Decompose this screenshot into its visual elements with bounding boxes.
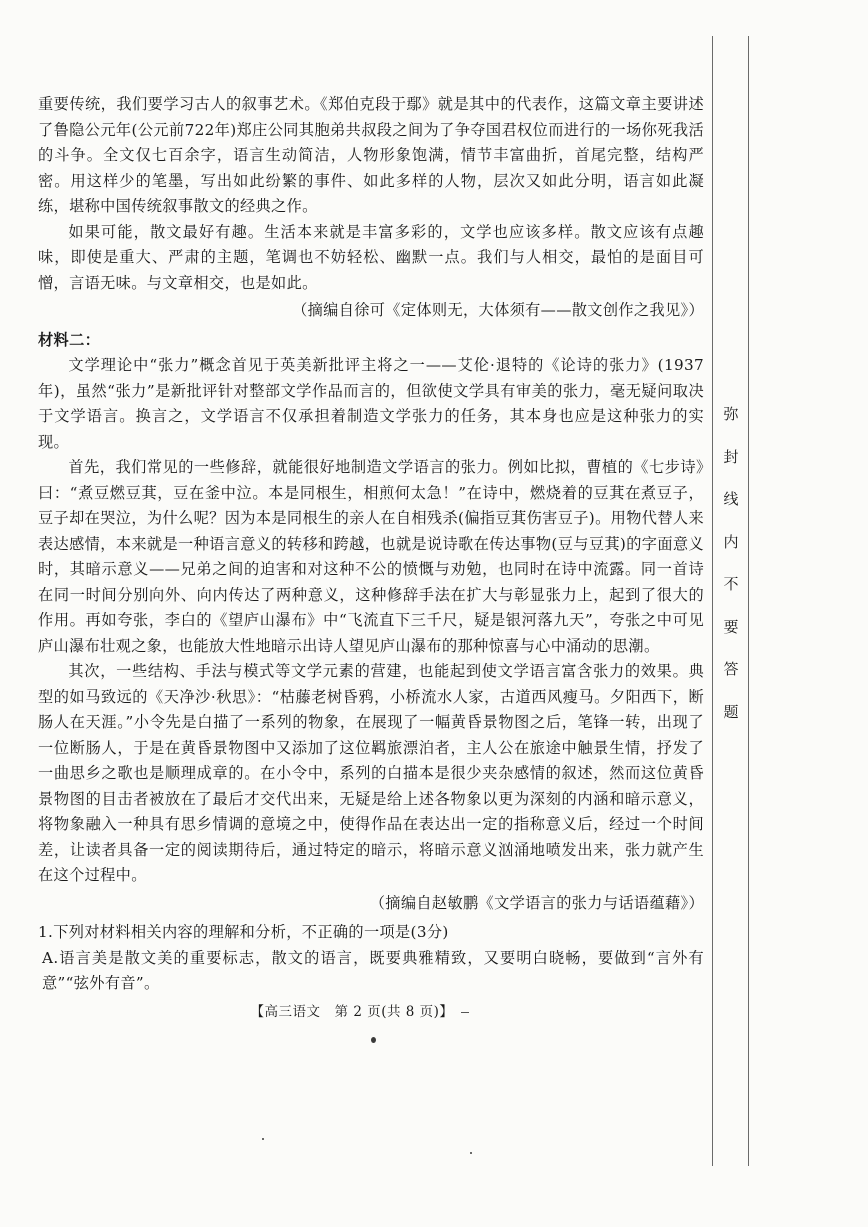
binding-warning [718, 404, 744, 744]
binding-char-6: 要 [723, 617, 739, 636]
footer-tail-mark [461, 1012, 469, 1013]
material2-paragraph-2: 首先，我们常见的一些修辞，就能很好地制造文学语言的张力。例如比拟，曹植的《七步诗》曰：“煮豆燃豆萁，豆在釜中泣。本是同根生，相煎何太急！”在诗中，燃烧着的豆萁在煮豆子，豆子却在哭泣，为什么呢？因为本是同根生的亲人在自相残杀(偏指豆萁伤害豆子)。用物代替人来表达感情，本来就是一种语言意义的转移和跨越，也就是说诗歌在传达事物(豆与豆萁)的字面意义时，其暗示意义——兄弟之间的迫害和对这种不公的愤慨与劝勉，也同时在诗中流露。同一首诗在同一时间分别向外、向内传达了两种意义，这种修辞手法在扩大与彰显张力上，起到了很大的作用。再如夸张，李白的《望庐山瀑布》中“飞流直下三千尺，疑是银河落九天”，夸张之中可见庐山瀑布壮观之象，也能放大性地暗示出诗人望见庐山瀑布的那种惊喜与心中涌动的思潮。 [38, 458, 705, 655]
material1-source: （摘编自徐可《定体则无，大体须有——散文创作之我见》） [292, 301, 704, 319]
material2-paragraph-3: 其次，一些结构、手法与模式等文学元素的营建，也能起到使文学语言富含张力的效果。典型的如马致远的《天净沙·秋思》：“枯藤老树昏鸦，小桥流水人家，古道西风瘦马。夕阳西下，断肠人在天涯。”小令先是白描了一系列的物象，在展现了一幅黄昏景物图之后，笔锋一转，出现了一位断肠人，于是在黄昏景物图中又添加了这位羁旅漂泊者，主人公在旅途中触景生情，抒发了一曲思乡之歌也是顺理成章的。在小令中，系列的白描本是很少夹杂感情的叙述，然而这位黄昏景物图的目击者被放在了最后才交代出来，无疑是给上述各物象以更为深刻的内涵和暗示意义，将物象融入一种具有思乡情调的意境之中，使得作品在表达出一定的指称意义后，经过一个时间差，让读者具备一定的阅读期待后，通过特定的暗示，将暗示意义汹涌地喷发出来，张力就产生在这个过程中。 [38, 662, 704, 884]
page-footer [0, 1000, 720, 1020]
question-1-option-a: A.语言美是散文美的重要标志，散文的语言，既要典雅精致，又要明白晓畅，要做到“言外有意”“弦外有音”。 [42, 948, 704, 992]
material2-paragraph-1: 文学理论中“张力”概念首见于英美新批评主将之一——艾伦·退特的《论诗的张力》(1937年)，虽然“张力”是新批评针对整部文学作品而言的，但欲使文学具有审美的张力，毫无疑问取决于文学语言。换言之，文学语言不仅承担着制造文学张力的任务，其本身也应是这种张力的实现。 [38, 356, 704, 451]
scan-speck [371, 1037, 376, 1043]
binding-margin [712, 36, 750, 1166]
question-1-stem: 1.下列对材料相关内容的理解和分析，不正确的一项是(3分) [38, 923, 449, 941]
binding-char-2: 封 [723, 447, 739, 466]
binding-line-left [712, 36, 713, 1166]
binding-line-right [748, 36, 749, 1166]
scan-speck [470, 1152, 472, 1154]
binding-char-3: 线 [723, 490, 739, 508]
binding-char-1: 弥 [723, 405, 739, 423]
binding-char-5: 不 [723, 575, 739, 593]
binding-char-4: 内 [723, 532, 739, 551]
page-body [38, 92, 704, 997]
material1-paragraph-1: 重要传统，我们要学习古人的叙事艺术。《郑伯克段于鄢》就是其中的代表作，这篇文章主要讲述了鲁隐公元年(公元前722年)郑庄公同其胞弟共叔段之间为了争夺国君权位而进行的一场你死我活的斗争。全文仅七百余字，语言生动简洁，人物形象饱满，情节丰富曲折，首尾完整，结构严密。用这样少的笔墨，写出如此纷繁的事件、如此多样的人物，层次又如此分明，语言如此凝练，堪称中国传统叙事散文的经典之作。 [38, 95, 704, 215]
scan-speck [262, 1138, 264, 1140]
binding-char-7: 答 [723, 660, 739, 678]
binding-char-8: 题 [723, 702, 739, 721]
page-footer-label: 【高三语文 第 2 页(共 8 页)】 [250, 1004, 454, 1020]
material2-heading: 材料二： [38, 330, 101, 349]
material1-paragraph-2: 如果可能，散文最好有趣。生活本来就是丰富多彩的，文学也应该多样。散文应该有点趣味，即使是重大、严肃的主题，笔调也不妨轻松、幽默一点。我们与人相交，最怕的是面目可憎，言语无味。与文章相交，也是如此。 [38, 222, 704, 292]
material2-source: （摘编自赵敏鹏《文学语言的张力与话语蕴藉》） [369, 893, 704, 912]
